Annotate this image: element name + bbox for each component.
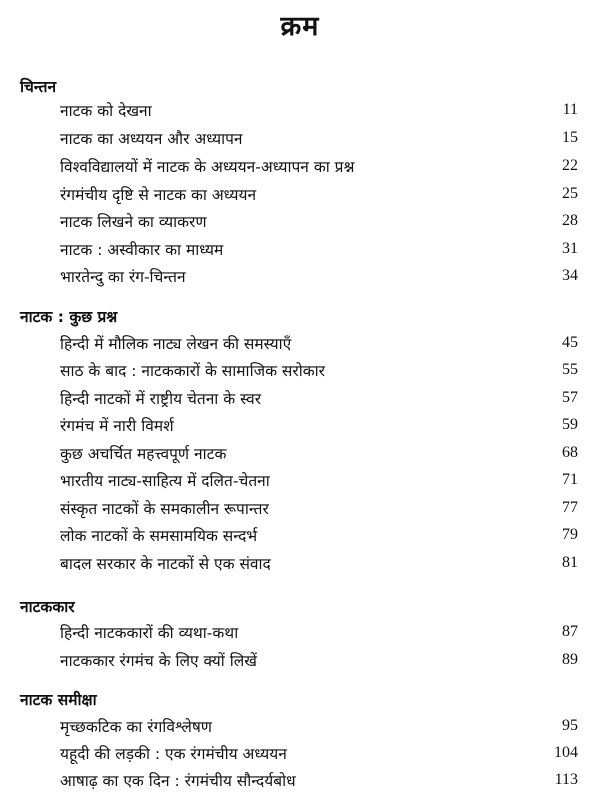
page-title: क्रम — [280, 11, 320, 42]
entry-title: नाटक को देखना — [60, 102, 152, 120]
entry-page: 71 — [562, 471, 578, 488]
toc-entry — [60, 523, 578, 547]
toc-entry — [60, 551, 578, 575]
entry-title: आषाढ़ का एक दिन : रंगमंचीय सौन्दर्यबोध — [60, 772, 296, 790]
entry-page: 89 — [562, 651, 578, 668]
entry-title: कुछ अचर्चित महत्त्वपूर्ण नाटक — [60, 445, 227, 463]
toc-entry — [60, 714, 578, 738]
entry-page: 57 — [562, 389, 578, 406]
toc-entry — [60, 648, 578, 672]
entry-page: 25 — [562, 185, 578, 202]
toc-entry — [60, 741, 578, 765]
entry-title: बादल सरकार के नाटकों से एक संवाद — [60, 555, 271, 573]
toc-entry — [60, 237, 578, 261]
entry-title: हिन्दी नाटकों में राष्ट्रीय चेतना के स्वर — [60, 390, 262, 408]
entry-page: 28 — [562, 212, 578, 229]
entry-title: हिन्दी नाटककारों की व्यथा-कथा — [60, 624, 239, 642]
toc-entry — [60, 98, 578, 122]
section-heading: नाटक समीक्षा — [20, 691, 97, 709]
entry-title: हिन्दी में मौलिक नाट्य लेखन की समस्याएँ — [60, 335, 292, 353]
entry-page: 59 — [562, 416, 578, 433]
entry-page: 87 — [562, 623, 578, 640]
entry-page: 22 — [562, 157, 578, 174]
entry-title: रंगमंचीय दृष्टि से नाटक का अध्ययन — [60, 186, 257, 204]
entry-title: मृच्छकटिक का रंगविश्लेषण — [60, 718, 213, 736]
entry-page: 15 — [562, 129, 578, 146]
entry-page: 45 — [562, 334, 578, 351]
section-heading: नाटक : कुछ प्रश्न — [20, 308, 118, 326]
entry-page: 104 — [554, 744, 578, 761]
entry-page: 34 — [562, 267, 578, 284]
entry-title: भारतेन्दु का रंग-चिन्तन — [60, 268, 186, 286]
toc-entry — [60, 386, 578, 410]
toc-entry — [60, 154, 578, 178]
entry-title: लोक नाटकों के समसामयिक सन्दर्भ — [60, 527, 258, 545]
entry-title: नाटक : अस्वीकार का माध्यम — [60, 241, 224, 259]
entry-page: 55 — [562, 361, 578, 378]
section-heading: चिन्तन — [20, 78, 57, 96]
toc-entry — [60, 468, 578, 492]
section-heading: नाटककार — [20, 598, 75, 616]
toc-entry — [60, 126, 578, 150]
entry-title: साठ के बाद : नाटककारों के सामाजिक सरोकार — [60, 362, 326, 380]
toc-entry — [60, 768, 578, 792]
toc-entry — [60, 358, 578, 382]
entry-page: 81 — [562, 554, 578, 571]
toc-entry — [60, 264, 578, 288]
entry-title: नाटक का अध्ययन और अध्यापन — [60, 130, 243, 148]
toc-entry — [60, 331, 578, 355]
entry-title: यहूदी की लड़की : एक रंगमंचीय अध्ययन — [60, 745, 287, 763]
toc-entry — [60, 413, 578, 437]
entry-page: 79 — [562, 526, 578, 543]
entry-title: रंगमंच में नारी विमर्श — [60, 417, 174, 435]
toc-entry — [60, 441, 578, 465]
entry-title: नाटककार रंगमंच के लिए क्यों लिखें — [60, 652, 257, 670]
toc-entry — [60, 209, 578, 233]
toc-entry — [60, 182, 578, 206]
toc-entry — [60, 620, 578, 644]
entry-page: 31 — [562, 240, 578, 257]
toc-entry — [60, 496, 578, 520]
entry-page: 68 — [562, 444, 578, 461]
entry-page: 113 — [554, 771, 578, 788]
entry-title: संस्कृत नाटकों के समकालीन रूपान्तर — [60, 500, 269, 518]
entry-title: भारतीय नाट्य-साहित्य में दलित-चेतना — [60, 472, 270, 490]
entry-title: नाटक लिखने का व्याकरण — [60, 213, 207, 231]
entry-page: 77 — [562, 499, 578, 516]
entry-page: 11 — [562, 101, 578, 118]
entry-title: विश्वविद्यालयों में नाटक के अध्ययन-अध्यापन का प्रश्न — [60, 158, 355, 176]
entry-page: 95 — [562, 717, 578, 734]
